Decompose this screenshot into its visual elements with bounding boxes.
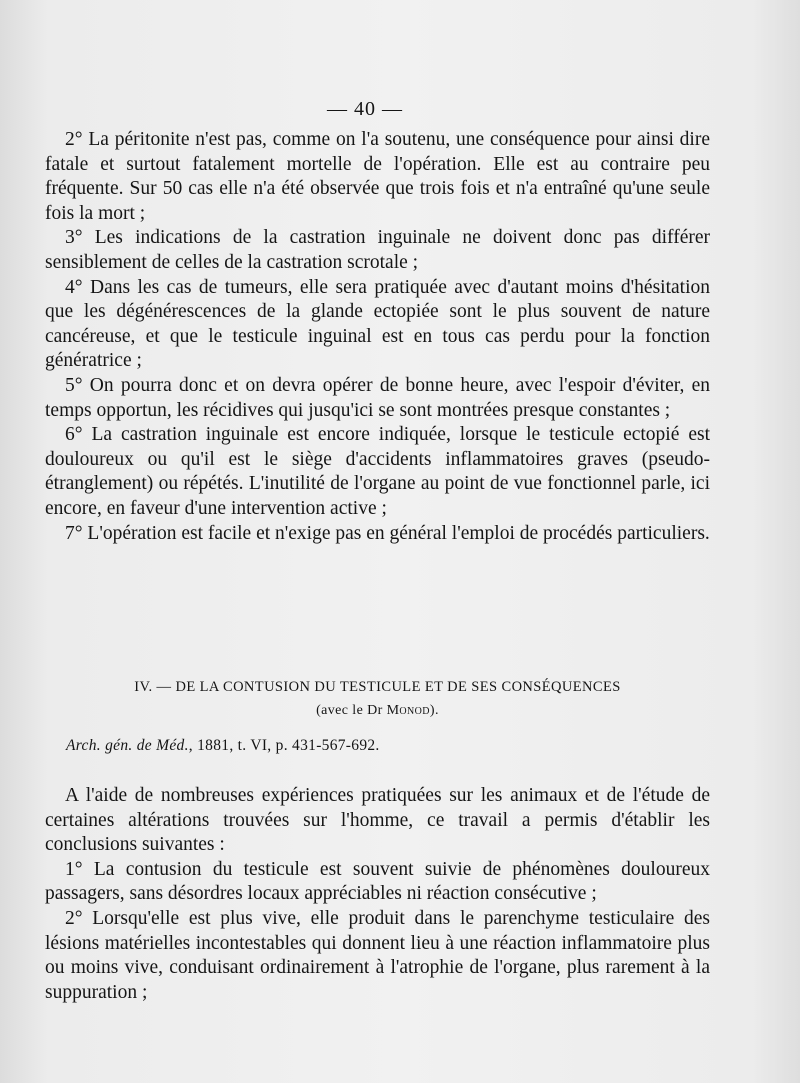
paragraph: 1° La contusion du testicule est souvent suivie de phénomènes douloureux passagers, sans désordres locaux appréciables ni réaction consécutive ;	[45, 858, 710, 905]
paragraph: 5° On pourra donc et on devra opérer de bonne heure, avec l'espoir d'éviter, en temps opportun, les récidives qui jusqu'ici se sont montrées presque constantes ;	[45, 374, 710, 421]
paragraph: 6° La castration inguinale est encore indiquée, lorsque le testicule ectopié est douloureux ou qu'il est le siège d'accidents inflammatoires graves (pseudo-étranglement) ou répétés. L'inutilité de l'organe au point de vue fonctionnel parle, ici encore, en faveur d'une intervention active ;	[45, 424, 710, 519]
author-name: Monod	[386, 703, 430, 718]
conclusions-block	[45, 128, 710, 546]
paragraph: 2° Lorsqu'elle est plus vive, elle produit dans le parenchyme testiculaire des lésions matérielles incontestables qui donnent lieu à une réaction inflammatoire plus ou moins vive, conduisant ordinairement à l'atrophie de l'organe, plus rarement à la suppuration ;	[45, 907, 710, 1003]
citation	[66, 737, 380, 755]
section-subtitle	[45, 703, 710, 719]
citation-journal: Arch. gén. de Méd.	[66, 737, 189, 754]
page-number: — 40 —	[327, 98, 403, 120]
subtitle-suffix: ).	[429, 703, 439, 718]
contusion-block	[45, 784, 710, 1005]
paragraph: 2° La péritonite n'est pas, comme on l'a soutenu, une conséquence pour ainsi dire fatale et surtout fatalement mortelle de l'opération. Elle est au contraire peu fréquente. Sur 50 cas elle n'a été observée que trois fois et n'a entraîné qu'une seule fois la mort ;	[45, 129, 710, 224]
paragraph: 3° Les indications de la castration inguinale ne doivent donc pas différer sensiblement de celles de la castration scrotale ;	[45, 227, 710, 273]
section-title: IV. — DE LA CONTUSION DU TESTICULE ET DE SES CONSÉQUENCES	[134, 679, 621, 695]
paragraph: 4° Dans les cas de tumeurs, elle sera pratiquée avec d'autant moins d'hésitation que les dégénérescences de la glande ectopiée sont le plus souvent de nature cancéreuse, et que le testicule inguinal est en tous cas perdu pour la fonction génératrice ;	[45, 276, 710, 372]
paragraph: 7° L'opération est facile et n'exige pas en général l'emploi de procédés particuliers.	[65, 522, 710, 544]
subtitle-prefix: (avec le Dr	[316, 703, 387, 718]
paragraph: A l'aide de nombreuses expériences pratiquées sur les animaux et de l'étude de certaines altérations trouvées sur l'homme, ce travail a permis d'établir les conclusions suivantes :	[45, 785, 710, 856]
citation-details: , 1881, t. VI, p. 431-567-692.	[188, 737, 380, 754]
